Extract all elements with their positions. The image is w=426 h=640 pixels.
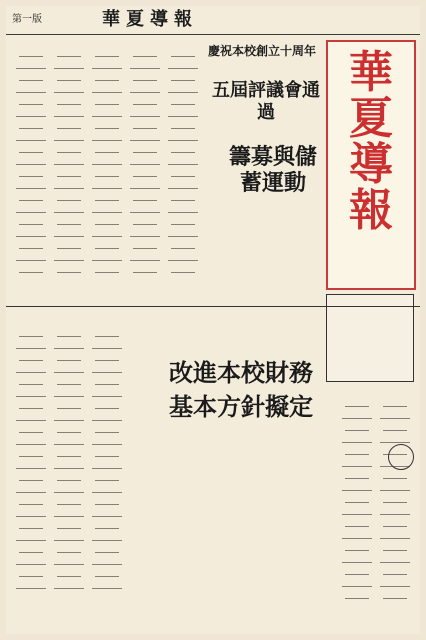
top-bar <box>6 6 420 35</box>
article-column <box>54 46 84 286</box>
article-column <box>130 46 160 286</box>
article-column <box>16 326 46 616</box>
info-line <box>333 317 407 331</box>
info-line <box>333 365 407 379</box>
masthead-box <box>326 40 416 290</box>
article-column <box>54 326 84 616</box>
section-divider <box>6 306 420 307</box>
publisher-info <box>326 294 414 382</box>
headline-sub: 籌募與儲蓄運動 <box>228 144 317 196</box>
newspaper-page <box>6 6 420 634</box>
info-line <box>333 349 407 363</box>
article-column <box>342 396 372 616</box>
circle-mark <box>388 444 414 470</box>
info-line <box>333 333 407 347</box>
newspaper-name-top: 華夏導報 <box>102 9 198 30</box>
section-heading <box>156 356 326 424</box>
page-label: 第一版 <box>12 14 42 25</box>
info-line <box>333 301 407 315</box>
article-column <box>16 46 46 286</box>
masthead-title: 華夏導報 <box>349 47 393 236</box>
article-column <box>380 396 410 616</box>
article-column <box>92 46 122 286</box>
headline-main: 五屆評議會通過 <box>212 80 320 123</box>
section-heading-line-2: 基本方針擬定 <box>169 392 313 421</box>
article-column <box>92 326 122 616</box>
section-heading-line-1: 改進本校財務 <box>169 358 313 387</box>
headline-top: 慶祝本校創立十周年 <box>207 44 316 58</box>
article-column <box>168 46 198 286</box>
